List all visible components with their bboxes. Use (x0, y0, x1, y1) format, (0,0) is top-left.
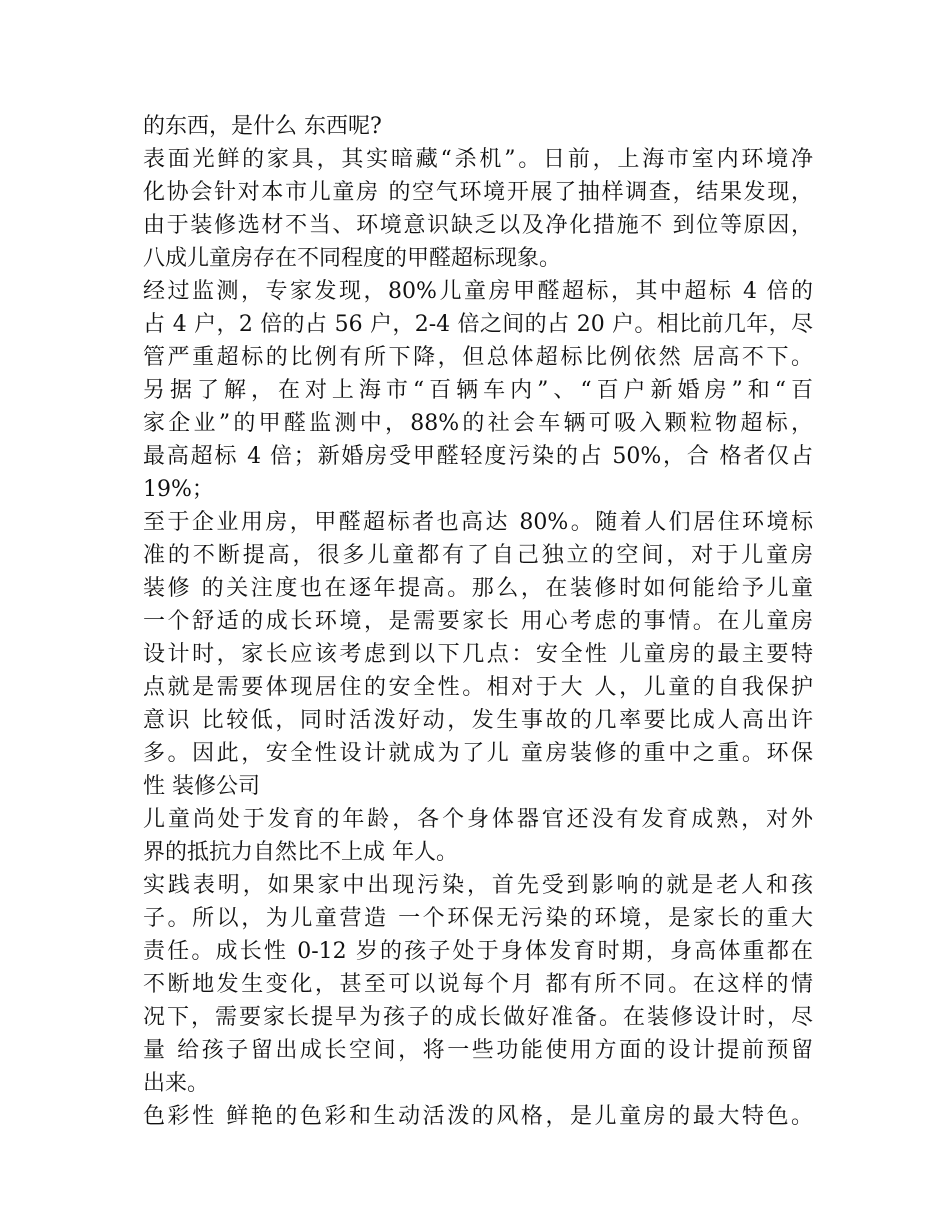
text-line: 实践表明，如果家中出现污染，首先受到影响的就是老人和孩 (143, 873, 813, 898)
text-line: 准的不断提高，很多儿童都有了自己独立的空间，对于儿童房 (143, 543, 813, 568)
text-line: 的东西，是什么 东西呢? (143, 114, 382, 139)
text-line: 界的抵抗力自然比不上成 年人。 (143, 840, 458, 865)
text-line: 19%； (143, 477, 214, 502)
text-line: 由于装修选材不当、环境意识缺乏以及净化措施不 到位等原因， (143, 213, 813, 238)
text-line: 儿童尚处于发育的年龄，各个身体器官还没有发育成熟，对外 (143, 807, 813, 832)
text-line: 点就是需要体现居住的安全性。相对于大 人，儿童的自我保护 (143, 675, 813, 700)
text-line: 性 装修公司 (143, 774, 260, 799)
text-line: 另据了解，在对上海市“百辆车内”、“百户新婚房”和“百 (143, 378, 813, 403)
text-line: 多。因此，安全性设计就成为了儿 童房装修的重中之重。环保 (143, 741, 813, 766)
text-line: 设计时，家长应该考虑到以下几点：安全性 儿童房的最主要特 (143, 642, 813, 667)
text-line: 管严重超标的比例有所下降，但总体超标比例依然 居高不下。 (143, 345, 813, 370)
text-line: 八成儿童房存在不同程度的甲醛超标现象。 (143, 246, 562, 271)
text-line: 责任。成长性 0-12 岁的孩子处于身体发育时期，身高体重都在 (143, 939, 813, 964)
text-line: 经过监测，专家发现，80%儿童房甲醛超标，其中超标 4 倍的 (143, 279, 813, 304)
text-line: 最高超标 4 倍；新婚房受甲醛轻度污染的占 50%，合 格者仅占 (143, 444, 813, 469)
text-line: 色彩性 鲜艳的色彩和生动活泼的风格，是儿童房的最大特色。 (143, 1104, 813, 1129)
text-line: 装修 的关注度也在逐年提高。那么，在装修时如何能给予儿童 (143, 576, 813, 601)
text-line: 化协会针对本市儿童房 的空气环境开展了抽样调查，结果发现， (143, 180, 813, 205)
text-line: 子。所以，为儿童营造 一个环保无污染的环境，是家长的重大 (143, 906, 813, 931)
text-line: 家企业”的甲醛监测中，88%的社会车辆可吸入颗粒物超标， (143, 411, 813, 436)
text-line: 至于企业用房，甲醛超标者也高达 80%。随着人们居住环境标 (143, 510, 813, 535)
text-line: 不断地发生变化，甚至可以说每个月 都有所不同。在这样的情 (143, 972, 813, 997)
text-line: 况下，需要家长提早为孩子的成长做好准备。在装修设计时，尽 (143, 1005, 813, 1030)
body-text (143, 110, 813, 1133)
text-line: 占 4 户，2 倍的占 56 户，2-4 倍之间的占 20 户。相比前几年，尽 (143, 312, 813, 337)
text-line: 一个舒适的成长环境，是需要家长 用心考虑的事情。在儿童房 (143, 609, 813, 634)
text-line: 表面光鲜的家具，其实暗藏“杀机”。日前，上海市室内环境净 (143, 147, 813, 172)
text-line: 出来。 (143, 1071, 210, 1096)
text-line: 量 给孩子留出成长空间，将一些功能使用方面的设计提前预留 (143, 1038, 813, 1063)
text-line: 意识 比较低，同时活泼好动，发生事故的几率要比成人高出许 (143, 708, 813, 733)
